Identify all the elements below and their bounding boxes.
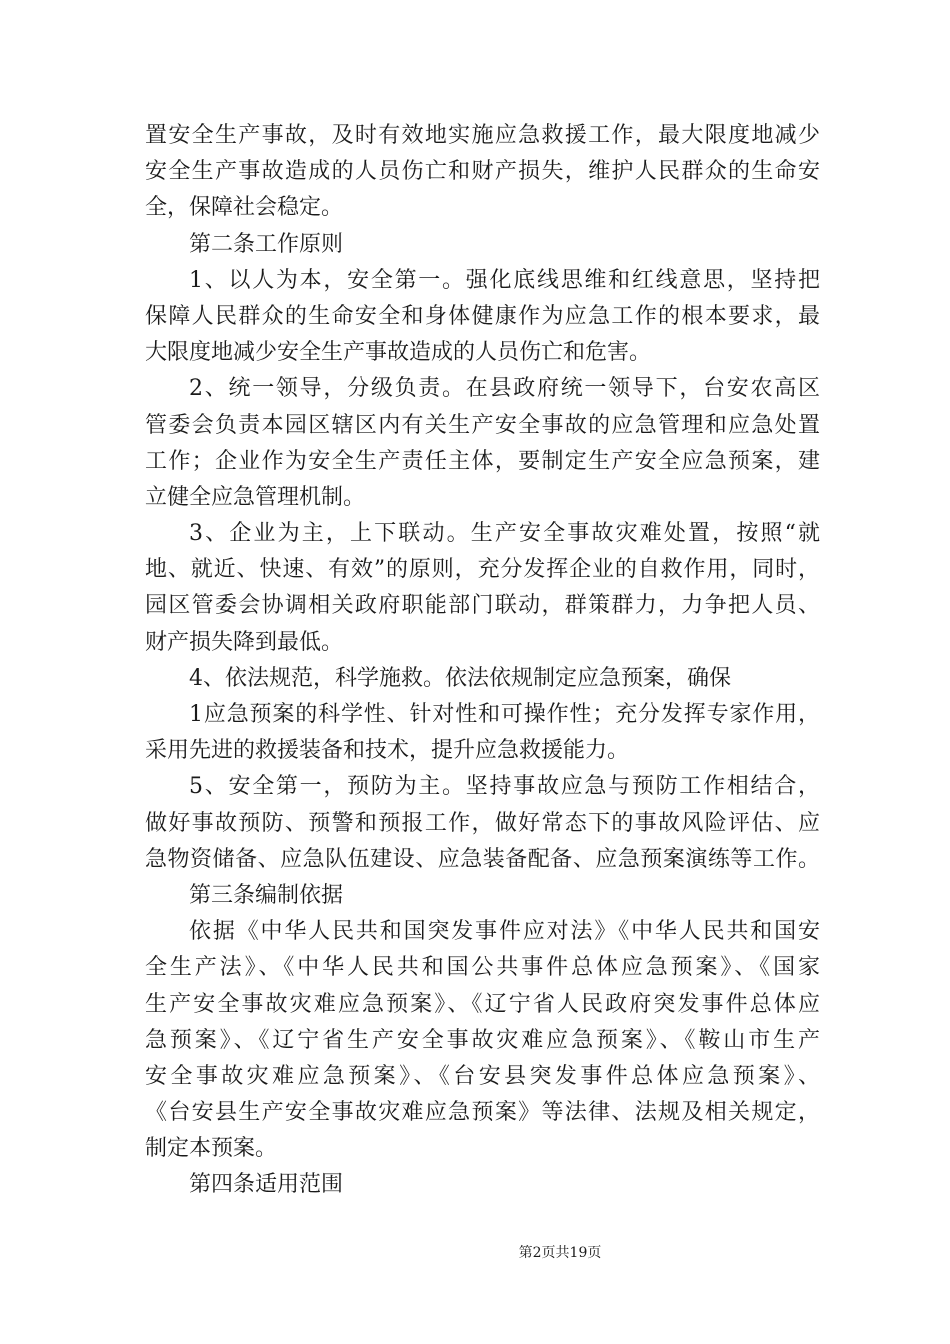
paragraph-line: 依据《中华人民共和国突发事件应对法》《中华人民共和国安 xyxy=(189,919,820,945)
paragraph-line: 园区管委会协调相关政府职能部门联动，群策群力，力争把人员、 xyxy=(145,593,820,619)
paragraph-line: 3、企业为主，上下联动。生产安全事故灾难处置，按照“就 xyxy=(189,521,820,547)
paragraph-line: 5、安全第一，预防为主。坚持事故应急与预防工作相结合， xyxy=(189,774,820,800)
paragraph-line: 《台安县生产安全事故灾难应急预案》等法律、法规及相关规定， xyxy=(145,1100,820,1126)
paragraph-line: 急预案》、《辽宁省生产安全事故灾难应急预案》、《鞍山市生产 xyxy=(145,1027,820,1053)
paragraph-line: 大限度地减少安全生产事故造成的人员伤亡和危害。 xyxy=(145,340,652,366)
paragraph-line: 置安全生产事故，及时有效地实施应急救援工作，最大限度地减少 xyxy=(145,123,820,148)
document-body xyxy=(145,118,820,1204)
paragraph-line: 1、以人为本，安全第一。强化底线思维和红线意思，坚持把 xyxy=(189,267,820,293)
paragraph-line: 4、依法规范，科学施救。依法依规制定应急预案，确保 xyxy=(189,665,731,691)
paragraph-line: 管委会负责本园区辖区内有关生产安全事故的应急管理和应急处置 xyxy=(145,412,820,438)
page-footer xyxy=(0,1244,950,1262)
paragraph-line: 立健全应急管理机制。 xyxy=(145,484,366,510)
section-heading: 第二条工作原则 xyxy=(189,231,344,257)
paragraph-line: 财产损失降到最低。 xyxy=(145,629,344,655)
paragraph-line: 制定本预案。 xyxy=(145,1136,278,1162)
paragraph-line: 安全生产事故造成的人员伤亡和财产损失，维护人民群众的生命安 xyxy=(145,159,820,185)
paragraph-line: 地、就近、快速、有效”的原则，充分发挥企业的自救作用，同时， xyxy=(145,557,820,583)
section-heading: 第四条适用范围 xyxy=(189,1172,344,1198)
page-number: 第2页共19页 xyxy=(518,1245,602,1261)
paragraph-line: 保障人民群众的生命安全和身体健康作为应急工作的根本要求，最 xyxy=(145,303,820,329)
paragraph-line: 2、统一领导，分级负责。在县政府统一领导下，台安农高区 xyxy=(189,376,820,402)
paragraph-line: 采用先进的救援装备和技术，提升应急救援能力。 xyxy=(145,738,630,764)
paragraph-line: 工作；企业作为安全生产责任主体，要制定生产安全应急预案，建 xyxy=(145,448,820,474)
paragraph-line: 全，保障社会稳定。 xyxy=(145,195,344,221)
paragraph-line: 安全事故灾难应急预案》、《台安县突发事件总体应急预案》、 xyxy=(145,1063,820,1089)
paragraph-line: 生产安全事故灾难应急预案》、《辽宁省人民政府突发事件总体应 xyxy=(145,991,820,1017)
section-heading: 第三条编制依据 xyxy=(189,882,344,908)
paragraph-line: 1应急预案的科学性、针对性和可操作性；充分发挥专家作用， xyxy=(189,702,820,727)
paragraph-line: 急物资储备、应急队伍建设、应急装备配备、应急预案演练等工作。 xyxy=(145,846,820,872)
paragraph-line: 做好事故预防、预警和预报工作，做好常态下的事故风险评估、应 xyxy=(145,810,820,836)
paragraph-line: 全生产法》、《中华人民共和国公共事件总体应急预案》、《国家 xyxy=(145,955,820,981)
